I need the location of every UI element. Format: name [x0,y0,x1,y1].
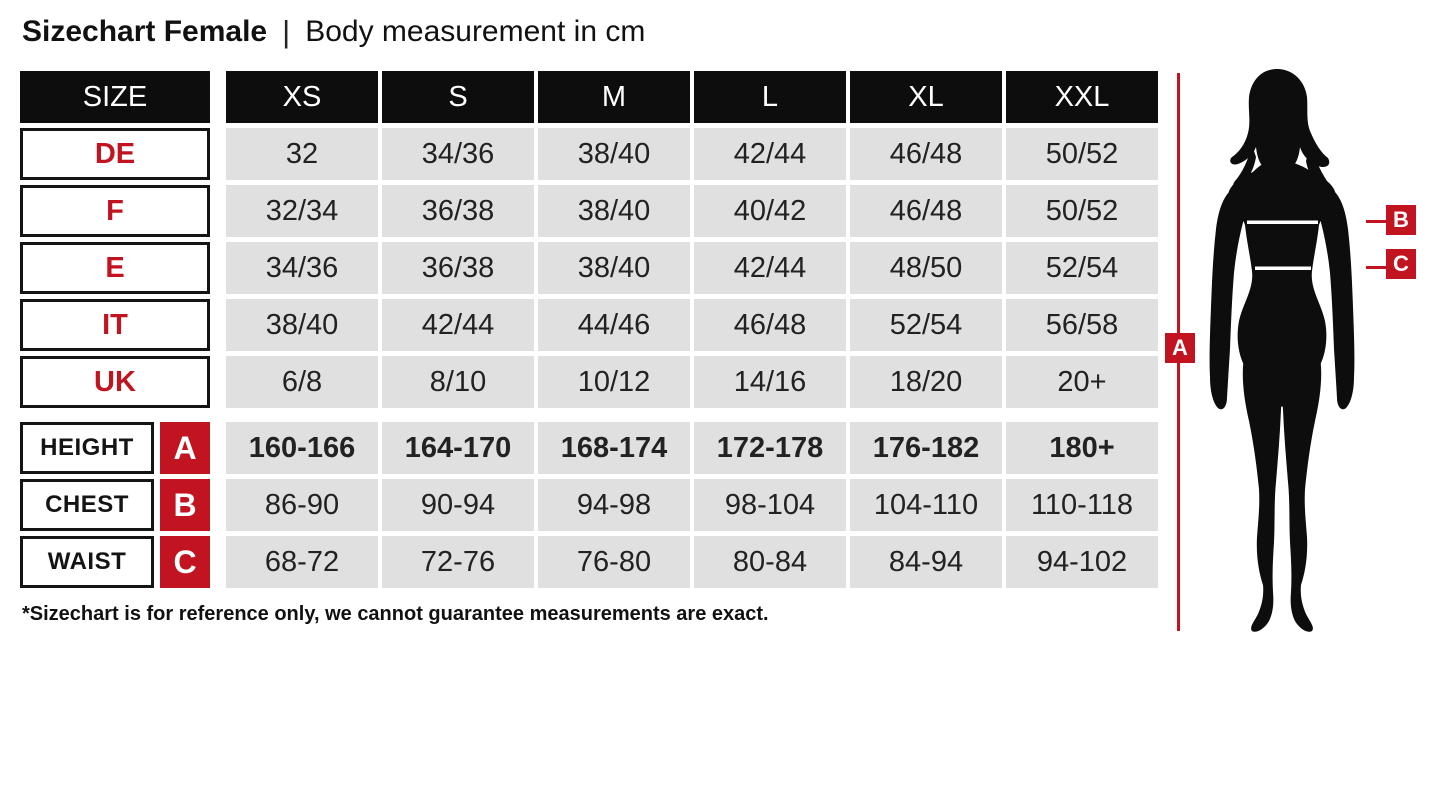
marker-c-badge: C [160,536,210,588]
header-l: L [694,71,846,123]
figure-marker-a: A [1165,333,1195,363]
cell-waist-xs: 68-72 [226,536,378,588]
cell-waist-m: 76-80 [538,536,690,588]
header-row [20,71,1158,123]
waist-connector-line [1366,266,1386,269]
footnote: *Sizechart is for reference only, we cannot guarantee measurements are exact. [22,603,769,625]
table-row-e [20,242,1158,294]
cell-uk-m: 10/12 [538,356,690,408]
row-label-height: HEIGHT [20,422,154,474]
row-label-e: E [20,242,210,294]
cell-height-s: 164-170 [382,422,534,474]
cell-f-xl: 46/48 [850,185,1002,237]
cell-chest-xs: 86-90 [226,479,378,531]
cell-it-s: 42/44 [382,299,534,351]
cell-f-m: 38/40 [538,185,690,237]
cell-waist-xl: 84-94 [850,536,1002,588]
cell-chest-m: 94-98 [538,479,690,531]
cell-uk-s: 8/10 [382,356,534,408]
height-label-group [20,422,210,474]
row-label-f: F [20,185,210,237]
cell-e-m: 38/40 [538,242,690,294]
cell-uk-xl: 18/20 [850,356,1002,408]
cell-height-xxl: 180+ [1006,422,1158,474]
header-xs: XS [226,71,378,123]
cell-f-l: 40/42 [694,185,846,237]
cell-it-xxl: 56/58 [1006,299,1158,351]
header-size: SIZE [20,71,210,123]
cell-e-l: 42/44 [694,242,846,294]
cell-de-m: 38/40 [538,128,690,180]
cell-chest-xl: 104-110 [850,479,1002,531]
cell-height-xs: 160-166 [226,422,378,474]
female-silhouette-icon [1160,65,1441,665]
cell-f-s: 36/38 [382,185,534,237]
cell-de-xxl: 50/52 [1006,128,1158,180]
cell-de-xl: 46/48 [850,128,1002,180]
cell-uk-xs: 6/8 [226,356,378,408]
cell-height-m: 168-174 [538,422,690,474]
title-main: Sizechart Female [22,15,268,48]
table-row-f [20,185,1158,237]
cell-chest-l: 98-104 [694,479,846,531]
figure-marker-b: B [1386,205,1416,235]
header-xl: XL [850,71,1002,123]
figure-marker-c: C [1386,249,1416,279]
table-row-it [20,299,1158,351]
table-row-waist [20,536,1158,588]
table-row-uk [20,356,1158,408]
row-label-de: DE [20,128,210,180]
chest-label-group [20,479,210,531]
cell-e-s: 36/38 [382,242,534,294]
cell-it-l: 46/48 [694,299,846,351]
cell-f-xs: 32/34 [226,185,378,237]
row-label-chest: CHEST [20,479,154,531]
cell-height-l: 172-178 [694,422,846,474]
female-silhouette-figure [1160,65,1441,665]
title-separator: | [282,14,291,49]
cell-it-m: 44/46 [538,299,690,351]
cell-waist-l: 80-84 [694,536,846,588]
cell-de-l: 42/44 [694,128,846,180]
cell-f-xxl: 50/52 [1006,185,1158,237]
header-xxl: XXL [1006,71,1158,123]
waist-label-group [20,536,210,588]
table-row-height [20,422,1158,474]
cell-uk-xxl: 20+ [1006,356,1158,408]
marker-a-badge: A [160,422,210,474]
cell-e-xs: 34/36 [226,242,378,294]
chest-measure-line [1247,221,1318,225]
row-label-it: IT [20,299,210,351]
page-title [22,14,645,50]
waist-measure-line [1255,267,1311,271]
header-s: S [382,71,534,123]
cell-chest-s: 90-94 [382,479,534,531]
cell-waist-s: 72-76 [382,536,534,588]
cell-it-xs: 38/40 [226,299,378,351]
header-m: M [538,71,690,123]
cell-it-xl: 52/54 [850,299,1002,351]
cell-uk-l: 14/16 [694,356,846,408]
chest-connector-line [1366,220,1386,223]
sizechart-table [20,71,1158,593]
row-label-uk: UK [20,356,210,408]
table-row-de [20,128,1158,180]
row-label-waist: WAIST [20,536,154,588]
title-subtitle: Body measurement in cm [305,15,646,48]
cell-height-xl: 176-182 [850,422,1002,474]
cell-waist-xxl: 94-102 [1006,536,1158,588]
cell-de-xs: 32 [226,128,378,180]
marker-b-badge: B [160,479,210,531]
cell-e-xxl: 52/54 [1006,242,1158,294]
cell-e-xl: 48/50 [850,242,1002,294]
table-row-chest [20,479,1158,531]
cell-chest-xxl: 110-118 [1006,479,1158,531]
cell-de-s: 34/36 [382,128,534,180]
